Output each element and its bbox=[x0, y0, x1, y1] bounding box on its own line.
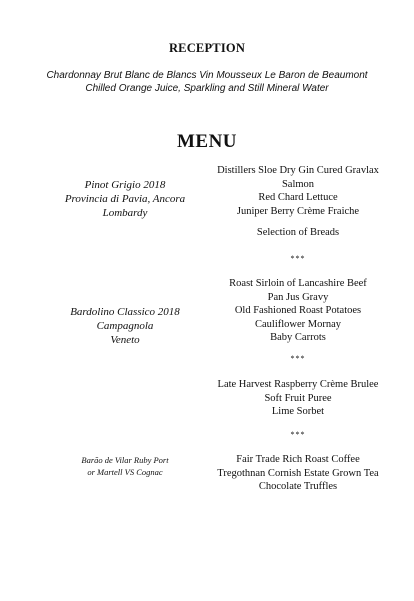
wine-name: Bardolino Classico 2018 bbox=[70, 306, 180, 318]
wine-producer: Campagnola bbox=[96, 320, 154, 332]
course-separator: *** bbox=[290, 354, 306, 363]
wine-producer: Provincia di Pavia, Ancora bbox=[64, 193, 186, 205]
dessert-course bbox=[200, 378, 396, 419]
wine-region: Lombardy bbox=[102, 207, 148, 219]
course-item: Pan Jus Gravy bbox=[267, 291, 329, 303]
course-item: Fair Trade Rich Roast Coffee bbox=[236, 454, 360, 465]
wine-region: Veneto bbox=[110, 334, 140, 346]
course-item: Old Fashioned Roast Potatoes bbox=[234, 305, 362, 316]
course-item: Baby Carrots bbox=[270, 332, 326, 343]
course-item: Lime Sorbet bbox=[271, 406, 325, 417]
course-item: Salmon bbox=[281, 178, 315, 190]
coffee-course bbox=[200, 453, 396, 494]
bread-item: Selection of Breads bbox=[256, 227, 340, 238]
course-item: Cauliflower Mornay bbox=[254, 318, 342, 330]
course-separator: *** bbox=[290, 430, 306, 439]
course-item: Red Chard Lettuce bbox=[258, 192, 338, 203]
course-separator: *** bbox=[290, 254, 306, 263]
wine-name: Barão de Vilar Ruby Port bbox=[81, 455, 169, 465]
reception-title: RECEPTION bbox=[168, 41, 246, 55]
wine-name: Pinot Grigio 2018 bbox=[84, 179, 166, 191]
course-item: Distillers Sloe Dry Gin Cured Gravlax bbox=[217, 165, 379, 176]
course-item: Soft Fruit Puree bbox=[264, 392, 332, 404]
wine-pairing-2 bbox=[40, 305, 210, 347]
wine-alternative: or Martell VS Cognac bbox=[87, 467, 163, 477]
wine-pairing-3 bbox=[40, 454, 210, 478]
menu-title: MENU bbox=[176, 131, 238, 152]
course-item: Tregothnan Cornish Estate Grown Tea bbox=[217, 467, 379, 479]
starter-course bbox=[200, 164, 396, 218]
wine-pairing-1 bbox=[40, 178, 210, 220]
course-item: Chocolate Truffles bbox=[258, 481, 338, 492]
reception-soft-drinks-line: Chilled Orange Juice, Sparkling and Still Mineral Water bbox=[85, 83, 329, 94]
reception-drinks-line: Chardonnay Brut Blanc de Blancs Vin Mousseux Le Baron de Beaumont bbox=[46, 70, 368, 81]
main-course bbox=[200, 277, 396, 345]
course-item: Roast Sirloin of Lancashire Beef bbox=[229, 278, 367, 289]
course-item: Late Harvest Raspberry Crème Brulee bbox=[217, 379, 379, 390]
course-item: Juniper Berry Crème Fraiche bbox=[236, 205, 360, 217]
